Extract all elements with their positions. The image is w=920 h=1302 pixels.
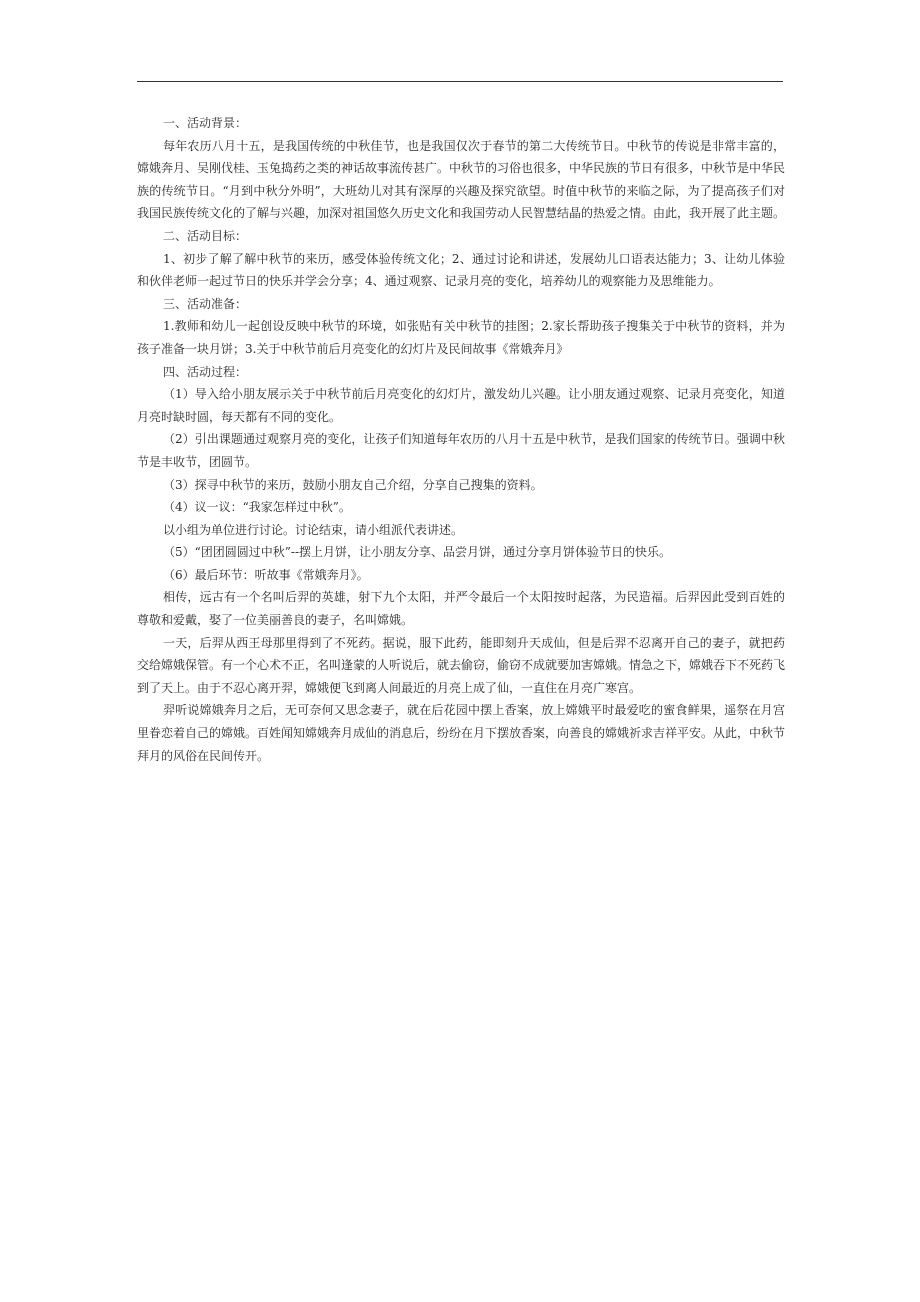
document-body xyxy=(137,112,785,767)
goals-paragraph: 1、初步了解了解中秋节的来历，感受体验传统文化；2、通过讨论和讲述，发展幼儿口语表达能力；3、让幼儿体验和伙伴老师一起过节日的快乐并学会分享；4、通过观察、记录月亮的变化，培养幼儿的观察能力及思维能力。 xyxy=(137,251,785,289)
process-step-4-detail: 以小组为单位进行讨论。讨论结束，请小组派代表讲述。 xyxy=(163,522,464,537)
process-step-3: （3）探寻中秋节的来历，鼓励小朋友自己介绍，分享自己搜集的资料。 xyxy=(163,477,543,492)
story-paragraph-1: 相传，远古有一个名叫后羿的英雄，射下九个太阳，并严令最后一个太阳按时起落，为民造福。后羿因此受到百姓的尊敬和爱戴，娶了一位美丽善良的妻子，名叫嫦娥。 xyxy=(137,590,785,628)
story-paragraph-2: 一天，后羿从西王母那里得到了不死药。据说，服下此药，能即刻升天成仙，但是后羿不忍离开自己的妻子，就把药交给嫦娥保管。有一个心术不正，名叫逢蒙的人听说后，就去偷窃，偷窃不成就要加害嫦娥。情急之下，嫦娥吞下不死药飞到了天上。由于不忍心离开羿，嫦娥便飞到离人间最近的月亮上成了仙，一直住在月亮广寒宫。 xyxy=(137,635,786,695)
background-paragraph: 每年农历八月十五，是我国传统的中秋佳节，也是我国仅次于春节的第二大传统节日。中秋节的传说是非常丰富的，嫦娥奔月、吴刚伐桂、玉兔捣药之类的神话故事流传甚广。中秋节的习俗也很多，中华民族的节日有很多，中秋节是中华民族的传统节日。“月到中秋分外明”，大班幼儿对其有深厚的兴趣及探究欲望。时值中秋节的来临之际，为了提高孩子们对我国民族传统文化的了解与兴趣，加深对祖国悠久历史文化和我国劳动人民智慧结晶的热爱之情。由此，我开展了此主题。 xyxy=(137,138,786,221)
process-step-1: （1）导入给小朋友展示关于中秋节前后月亮变化的幻灯片，激发幼儿兴趣。让小朋友通过观察、记录月亮变化，知道月亮时缺时圆，每天都有不同的变化。 xyxy=(137,387,785,424)
section-heading-background: 一、活动背景： xyxy=(163,116,248,130)
process-step-5: （5）“团团圆圆过中秋”--摆上月饼，让小朋友分享、品尝月饼，通过分享月饼体验节日的快乐。 xyxy=(163,545,672,560)
process-step-6: （6）最后环节：听故事《常娥奔月》。 xyxy=(163,567,369,582)
process-step-4: （4）议一议：“我家怎样过中秋”。 xyxy=(163,500,351,515)
story-paragraph-3: 羿听说嫦娥奔月之后，无可奈何又思念妻子，就在后花园中摆上香案，放上嫦娥平时最爱吃的蜜食鲜果，遥祭在月宫里眷恋着自己的嫦娥。百姓闻知嫦娥奔月成仙的消息后，纷纷在月下摆放香案，向善良的嫦娥祈求吉祥平安。从此，中秋节拜月的风俗在民间传开。 xyxy=(137,703,786,763)
process-step-2: （2）引出课题通过观察月亮的变化，让孩子们知道每年农历的八月十五是中秋节，是我们国家的传统节日。强调中秋节是丰收节，团圆节。 xyxy=(137,432,785,469)
section-heading-preparation: 三、活动准备： xyxy=(163,296,248,311)
section-heading-process: 四、活动过程： xyxy=(163,364,248,379)
header-rule xyxy=(137,81,783,82)
section-heading-goals: 二、活动目标： xyxy=(163,228,248,243)
preparation-paragraph: 1.教师和幼儿一起创设反映中秋节的环境，如张贴有关中秋节的挂图；2.家长帮助孩子搜集关于中秋节的资料，并为孩子准备一块月饼；3.关于中秋节前后月亮变化的幻灯片及民间故事《常娥奔月》 xyxy=(137,319,785,356)
